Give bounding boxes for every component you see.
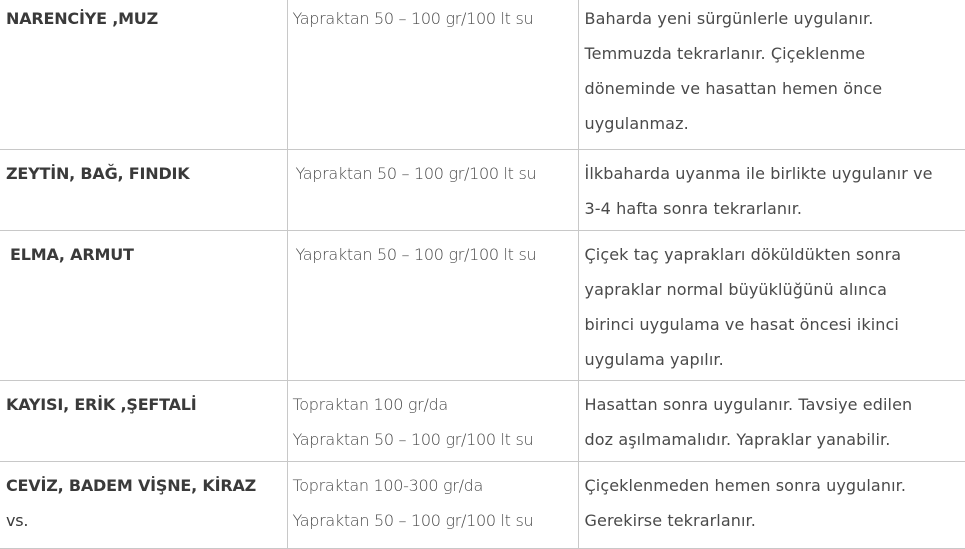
note-line: Hasattan sonra uygulanır. Tavsiye edilen — [585, 387, 965, 422]
dose-line: Yapraktan 50 – 100 gr/100 lt su — [296, 237, 578, 272]
crop-name: ZEYTİN, BAĞ, FINDIK — [6, 164, 190, 183]
note-line: 3-4 hafta sonra tekrarlanır. — [585, 191, 965, 226]
note-line: Gerekirse tekrarlanır. — [585, 503, 965, 538]
crop-cell — [0, 231, 287, 381]
note-cell — [578, 381, 965, 462]
crop-name: CEVİZ, BADEM VİŞNE, KİRAZ — [6, 476, 256, 495]
dose-line: Topraktan 100 gr/da — [293, 387, 578, 422]
note-cell — [578, 150, 965, 231]
dose-cell — [287, 462, 578, 549]
note-line: Çiçeklenmeden hemen sonra uygulanır. — [585, 468, 965, 503]
note-line: Çiçek taç yaprakları döküldükten sonra — [585, 237, 965, 272]
dose-cell — [287, 0, 578, 150]
crop-cell — [0, 462, 287, 549]
note-line: döneminde ve hasattan hemen önce — [585, 71, 965, 106]
note-line: yapraklar normal büyüklüğünü alınca — [585, 272, 965, 307]
crop-cell — [0, 0, 287, 150]
dose-line: Yapraktan 50 – 100 gr/100 lt su — [293, 503, 578, 538]
dose-cell — [287, 231, 578, 381]
table-row — [0, 0, 965, 150]
dose-line: Yapraktan 50 – 100 gr/100 lt su — [293, 1, 578, 36]
crop-name: KAYISI, ERİK ,ŞEFTALİ — [6, 395, 197, 414]
note-line: Baharda yeni sürgünlerle uygulanır. — [585, 1, 965, 36]
note-cell — [578, 0, 965, 150]
table-row — [0, 462, 965, 549]
crop-cell — [0, 150, 287, 231]
note-line: birinci uygulama ve hasat öncesi ikinci — [585, 307, 965, 342]
table-row — [0, 381, 965, 462]
dose-cell — [287, 150, 578, 231]
dose-line: Yapraktan 50 – 100 gr/100 lt su — [296, 156, 578, 191]
table-row — [0, 231, 965, 381]
note-line: Temmuzda tekrarlanır. Çiçeklenme — [585, 36, 965, 71]
table-row — [0, 150, 965, 231]
crop-cell — [0, 381, 287, 462]
note-cell — [578, 231, 965, 381]
note-line: uygulanmaz. — [585, 106, 965, 141]
dose-cell — [287, 381, 578, 462]
note-line: doz aşılmamalıdır. Yapraklar yanabilir. — [585, 422, 965, 457]
note-line: uygulama yapılır. — [585, 342, 965, 377]
crop-suffix: vs. — [6, 503, 287, 538]
note-line: İlkbaharda uyanma ile birlikte uygulanır ve — [585, 156, 965, 191]
dose-line: Yapraktan 50 – 100 gr/100 lt su — [293, 422, 578, 457]
crop-name: NARENCİYE ,MUZ — [6, 9, 158, 28]
note-cell — [578, 462, 965, 549]
dose-line: Topraktan 100-300 gr/da — [293, 468, 578, 503]
crop-name: ELMA, ARMUT — [10, 245, 134, 264]
